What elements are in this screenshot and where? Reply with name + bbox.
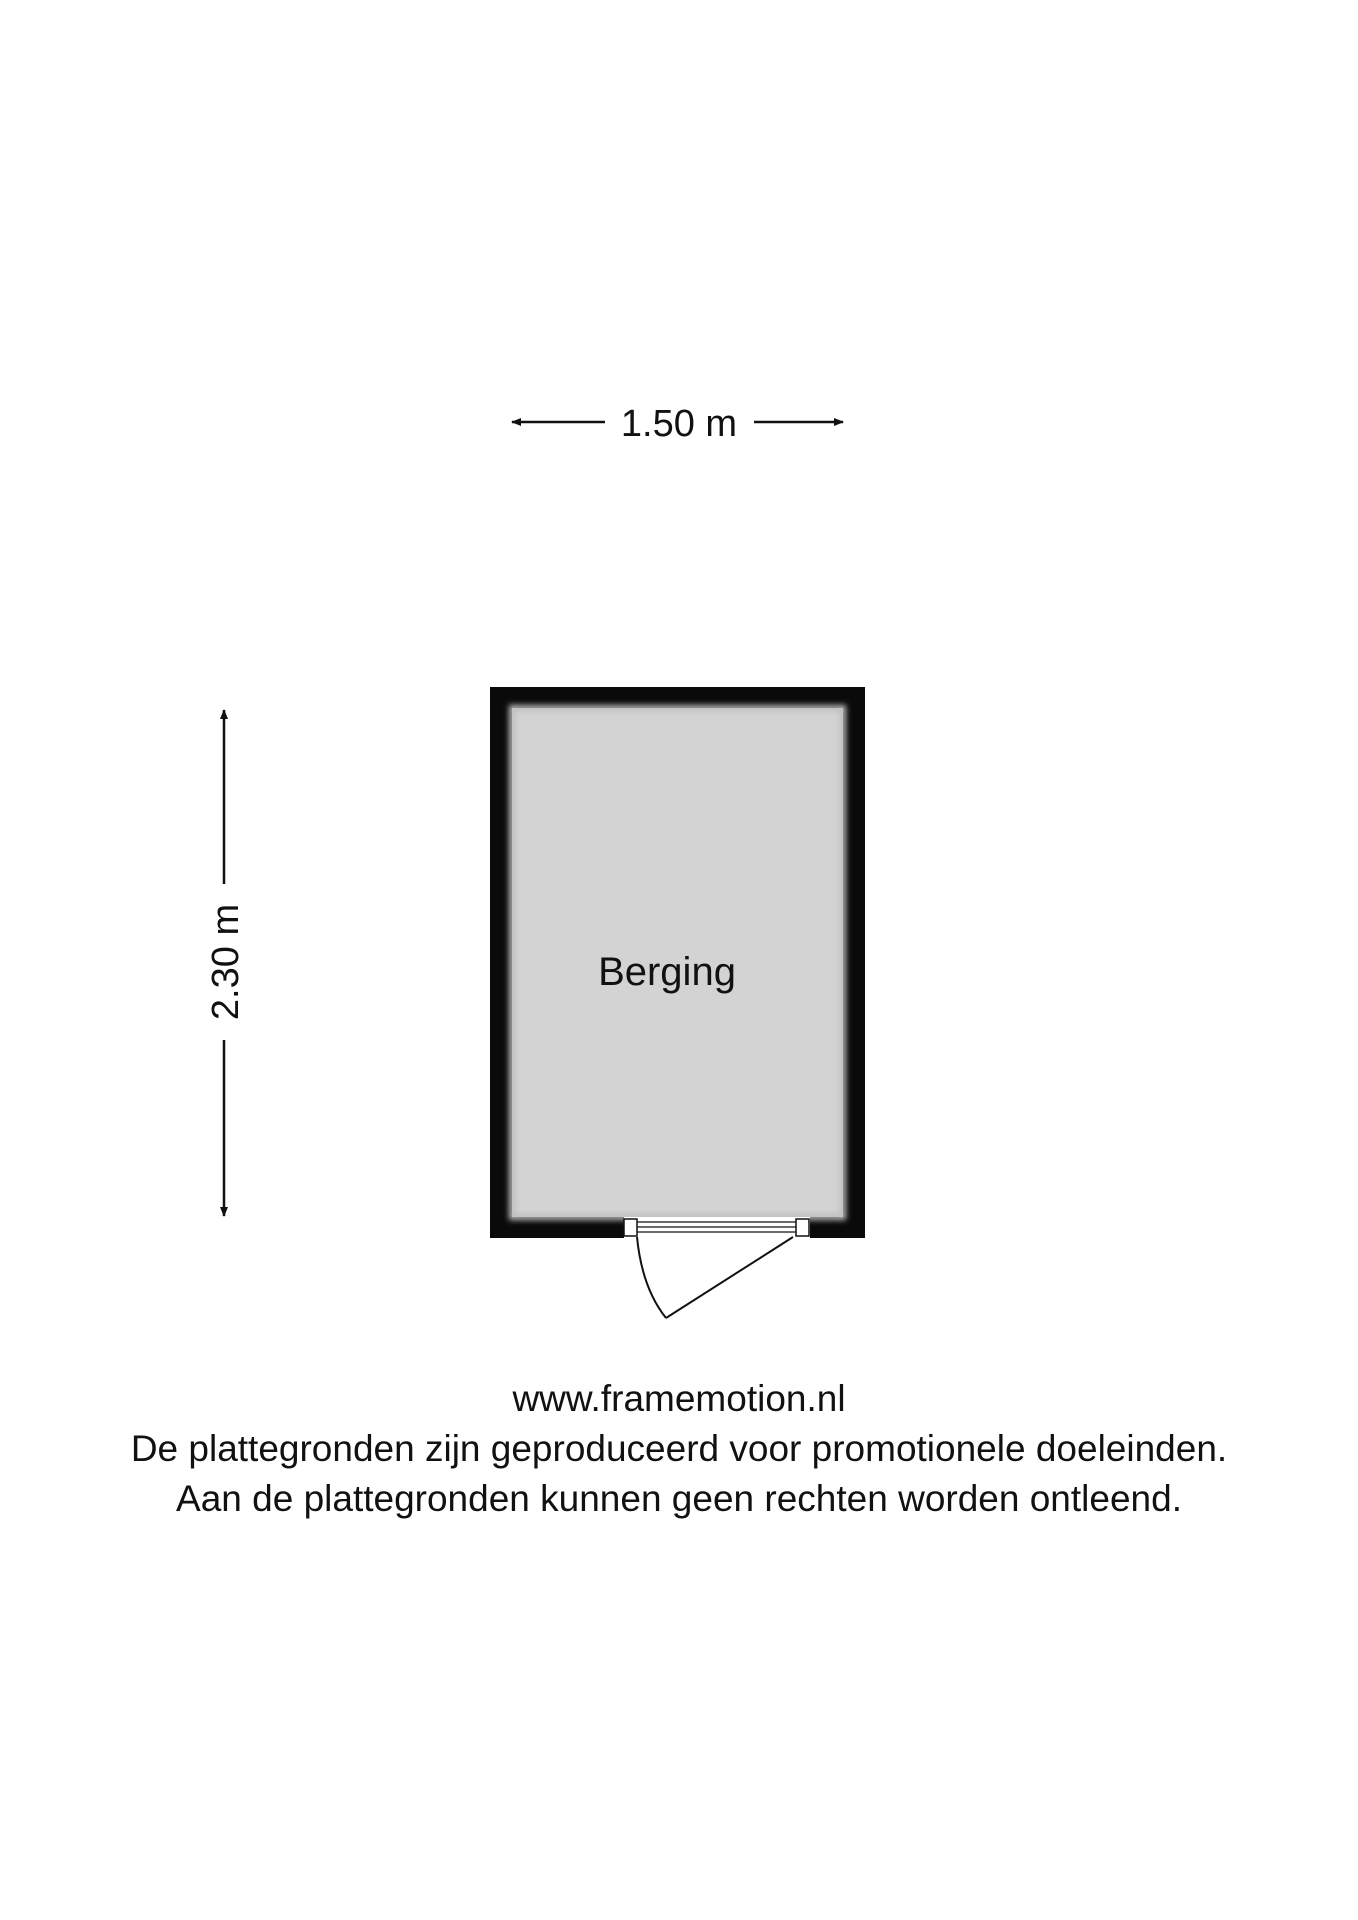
room-label: Berging <box>598 950 736 994</box>
width-dimension-label: 1.50 m <box>620 403 738 445</box>
width-dimension <box>512 403 843 445</box>
disclaimer-line-1: De plattegronden zijn geproduceerd voor promotionele doeleinden. <box>130 1428 1228 1469</box>
door-frame-right <box>796 1219 809 1236</box>
website-text: www.framemotion.nl <box>512 1378 846 1419</box>
room-berging <box>490 687 865 1318</box>
height-dimension-label: 2.30 m <box>205 903 247 1021</box>
footer <box>0 1374 1358 1524</box>
door-leaf <box>666 1237 793 1318</box>
disclaimer-line-2: Aan de plattegronden kunnen geen rechten worden ontleend. <box>176 1478 1182 1519</box>
door <box>624 1217 810 1318</box>
height-dimension <box>205 710 247 1216</box>
door-frame-left <box>624 1219 637 1236</box>
door-swing-arc <box>637 1237 666 1318</box>
